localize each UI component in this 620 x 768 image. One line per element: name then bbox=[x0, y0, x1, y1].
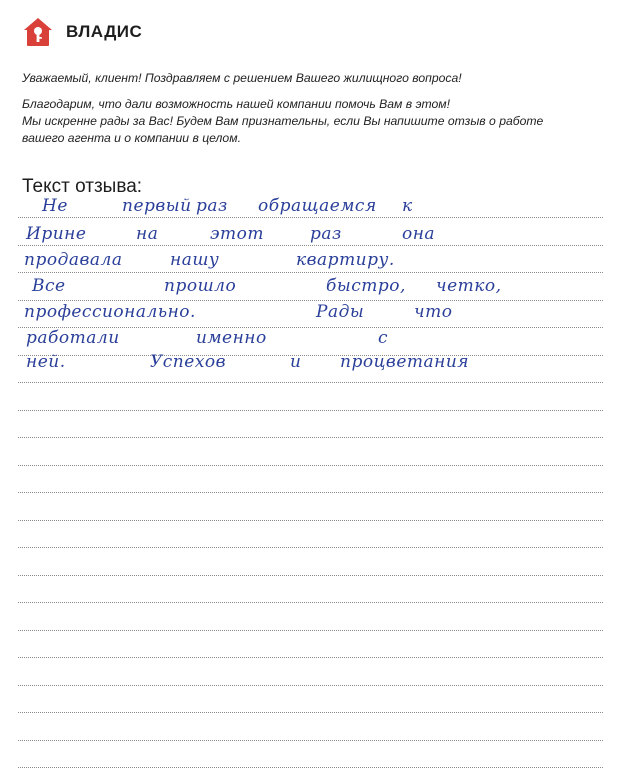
handwritten-word: этот bbox=[210, 224, 264, 244]
intro-line-2: Благодарим, что дали возможность нашей компании помочь Вам в этом! bbox=[22, 97, 451, 111]
brand-name: ВЛАДИС bbox=[66, 22, 143, 41]
handwritten-word: первый bbox=[122, 196, 192, 216]
review-heading: Текст отзыва: bbox=[22, 176, 143, 197]
handwritten-word: работали bbox=[26, 328, 120, 348]
handwritten-word: Рады bbox=[316, 302, 365, 322]
handwritten-word: прошло bbox=[164, 276, 237, 296]
handwritten-word: четко, bbox=[436, 276, 502, 296]
handwritten-word: Все bbox=[32, 276, 66, 296]
intro-line-4: вашего агента и о компании в целом. bbox=[22, 131, 241, 145]
handwritten-word: к bbox=[402, 196, 413, 216]
handwritten-word: раз bbox=[310, 224, 342, 244]
handwritten-word: на bbox=[136, 224, 159, 244]
intro-line-1: Уважаемый, клиент! Поздравляем с решением Вашего жилищного вопроса! bbox=[22, 71, 462, 85]
handwritten-word: что bbox=[414, 302, 453, 322]
handwritten-word: нашу bbox=[170, 250, 220, 270]
handwritten-word: процветания bbox=[340, 352, 470, 372]
handwritten-word: Ирине bbox=[26, 224, 87, 244]
handwritten-word: быстро, bbox=[326, 276, 406, 296]
handwritten-word: Не bbox=[42, 196, 68, 216]
intro-line-3: Мы искренне рады за Вас! Будем Вам признательны, если Вы напишите отзыв о работе bbox=[22, 114, 544, 128]
handwritten-word: и bbox=[290, 352, 302, 372]
handwritten-word: ней. bbox=[26, 352, 66, 372]
handwritten-word: с bbox=[378, 328, 389, 348]
handwritten-word: продавала bbox=[24, 250, 123, 270]
handwritten-word: она bbox=[402, 224, 436, 244]
handwritten-word: обращаемся bbox=[258, 196, 377, 216]
handwritten-word: профессионально. bbox=[24, 302, 196, 322]
handwritten-word: именно bbox=[196, 328, 267, 348]
handwritten-word: Успехов bbox=[150, 352, 227, 372]
handwritten-word: раз bbox=[196, 196, 228, 216]
handwritten-word: квартиру. bbox=[296, 250, 395, 270]
